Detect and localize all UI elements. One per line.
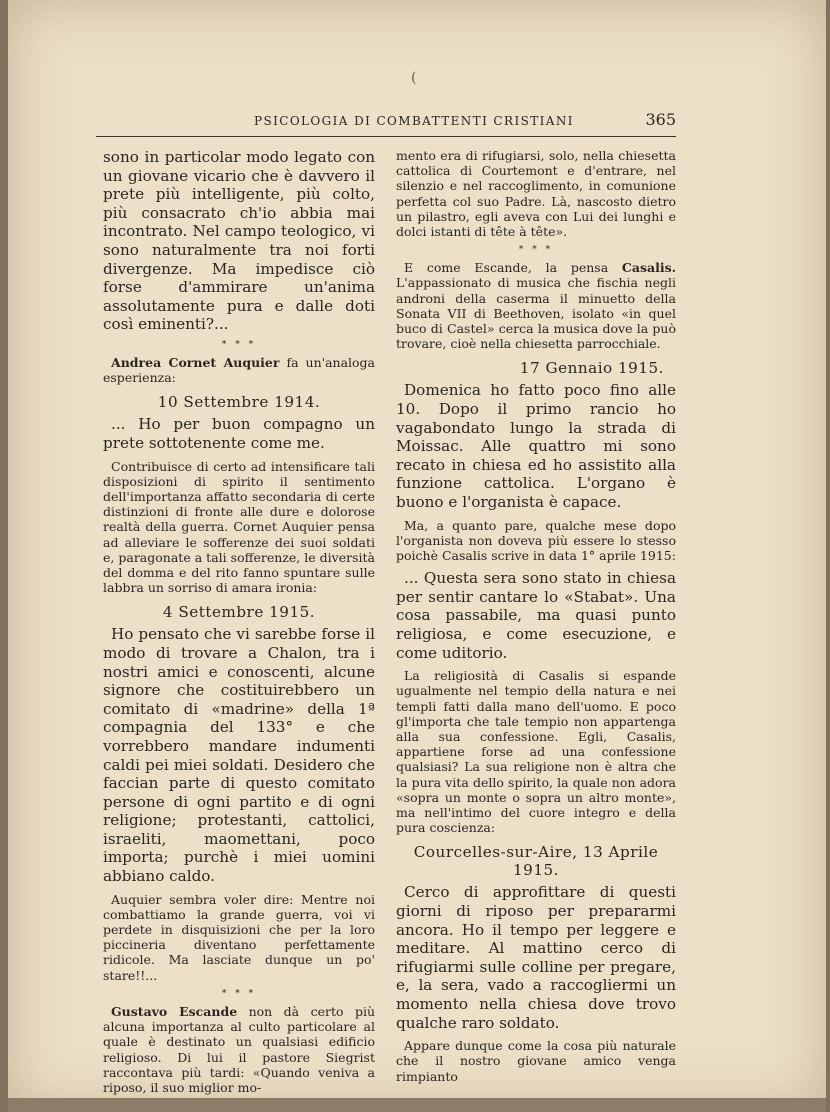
paragraph [396,260,676,351]
paragraph-text: E come Escande, la pensa [404,260,622,276]
quoted-letter: ... Ho per buon compagno un prete sottotenente come me. [103,415,375,452]
quoted-letter: Ho pensato che vi sarebbe forse il modo di trovare a Chalon, tra i nostri amici e conoscenti, alcune signore che costituirebbero un comitato di «madrine» della 1ª compagnia del 133° e che vorrebbero mandare indumenti caldi pei miei soldati. Desidero che faccian parte di questo comitato persone di ogni partito e di ogni religione; protestanti, cattolici, israeliti, maomettani, poco importa; purchè i miei uomini abbiano caldo. [103,625,375,886]
paragraph: mento era di rifugiarsi, solo, nella chiesetta cattolica di Courtemont e d'entrare, nel silenzio e nel raccoglimento, in comunione perfetta col suo Padre. Là, nascosto dietro un pilastro, egli aveva con Lui dei lunghi e dolci istanti di tête à tête». [396,148,676,240]
left-column [103,148,375,1095]
paragraph [103,355,375,385]
paragraph [103,1004,375,1095]
person-name: Andrea Cornet Auquier [111,354,280,370]
letter-date: Courcelles-sur-Aire, 13 Aprile 1915. [413,843,659,880]
quoted-letter: ... Questa sera sono stato in chiesa per sentir cantare lo «Stabat». Una cosa passabile, ma quasi punto religiosa, e come esecuzione, e come uditorio. [396,569,676,662]
paragraph: Appare dunque come la cosa più naturale che il nostro giovane amico venga rimpianto [396,1038,676,1084]
book-page [8,0,826,1112]
letter-date: 10 Settembre 1914. [157,393,321,412]
paragraph-text: fa un'analoga esperienza: [103,354,375,386]
quoted-letter: Domenica ho fatto poco fino alle 10. Dopo il primo rancio ho vagabondato lungo la strada di Moissac. Alle quattro mi sono recato in chiesa ed ho assistito alla funzione cattolica. L'organo è buono e l'organista è capace. [396,381,676,511]
section-separator: * * * [221,988,257,999]
page-number: 365 [645,110,676,129]
page-mark: ( [411,70,417,86]
paragraph: Auquier sembra voler dire: Mentre noi combattiamo la grande guerra, voi vi perdete in disquisizioni che per la loro piccineria diventano perfettamente ridicole. Ma lasciate dunque un po' stare!!... [103,891,375,983]
quoted-letter: Cerco di approfittare di questi giorni di riposo per prepararmi ancora. Ho il tempo per leggere e meditare. Al mattino cerco di rifugiarmi sulle colline per pregare, e, la sera, vado a raccogliermi un momento nella chiesa dove trovo qualche raro soldato. [396,883,676,1032]
right-column [396,148,676,1084]
letter-date: 17 Gennaio 1915. [519,359,664,378]
person-name: Gustavo Escande [111,1003,238,1019]
page-edge [8,1098,826,1112]
header-title: PSICOLOGIA DI COMBATTENTI CRISTIANI [254,114,574,128]
paragraph: La religiosità di Casalis si espande ugualmente nel tempio della natura e nei templi fatti dalla mano dell'uomo. E poco gl'importa che tale tempio non appartenga alla sua confessione. Egli, Casalis, appartiene forse ad una confessione qualsiasi? La sua religione non è altra che la pura vita dello spirito, la quale non adora «sopra un monte o sopra un altro monte», ma nell'intimo del cuore integro e della pura coscienza: [396,668,676,836]
paragraph: Ma, a quanto pare, qualche mese dopo l'organista non doveva più essere lo stesso poichè Casalis scrive in data 1° aprile 1915: [396,517,676,563]
paragraph: Contribuisce di certo ad intensificare tali disposizioni di spirito il sentimento dell'importanza affatto secondaria di certe distinzioni di fronte alle dure e dolorose realtà della guerra. Cornet Auquier pensa ad alleviare le sofferenze dei suoi soldati e, paragonate a tali sofferenze, le diversità del domma e del rito fanno spuntare sulle labbra un sorriso di amara ironia: [103,458,375,596]
paragraph-text: non dà certo più alcuna importanza al culto particolare al quale è destinato un qualsiasi edificio religioso. Di lui il pastore Siegrist raccontava più tardi: «Quando veniva a riposo, il suo miglior mo- [103,1003,375,1095]
person-name: Casalis. [621,260,676,276]
paragraph-text: L'appassionato di musica che fischia negli androni della caserma il minuetto della Sonata VII di Beethoven, isolato «in quel buco di Castel» cerca la musica dove la può trovare, cioè nella chiesetta parrocchiale. [396,275,676,352]
letter-date: 4 Settembre 1915. [162,603,316,622]
running-header [96,108,676,137]
section-separator: * * * [221,339,257,350]
paragraph: sono in particolar modo legato con un giovane vicario che è davvero il prete più intelligente, più colto, più consacrato ch'io abbia mai incontrato. Nel campo teologico, vi sono naturalmente tra noi forti divergenze. Ma impedisce ciò forse d'ammirare un'anima assolutamente pura e dalle doti così eminenti?... [103,148,375,334]
section-separator: * * * [518,245,554,256]
